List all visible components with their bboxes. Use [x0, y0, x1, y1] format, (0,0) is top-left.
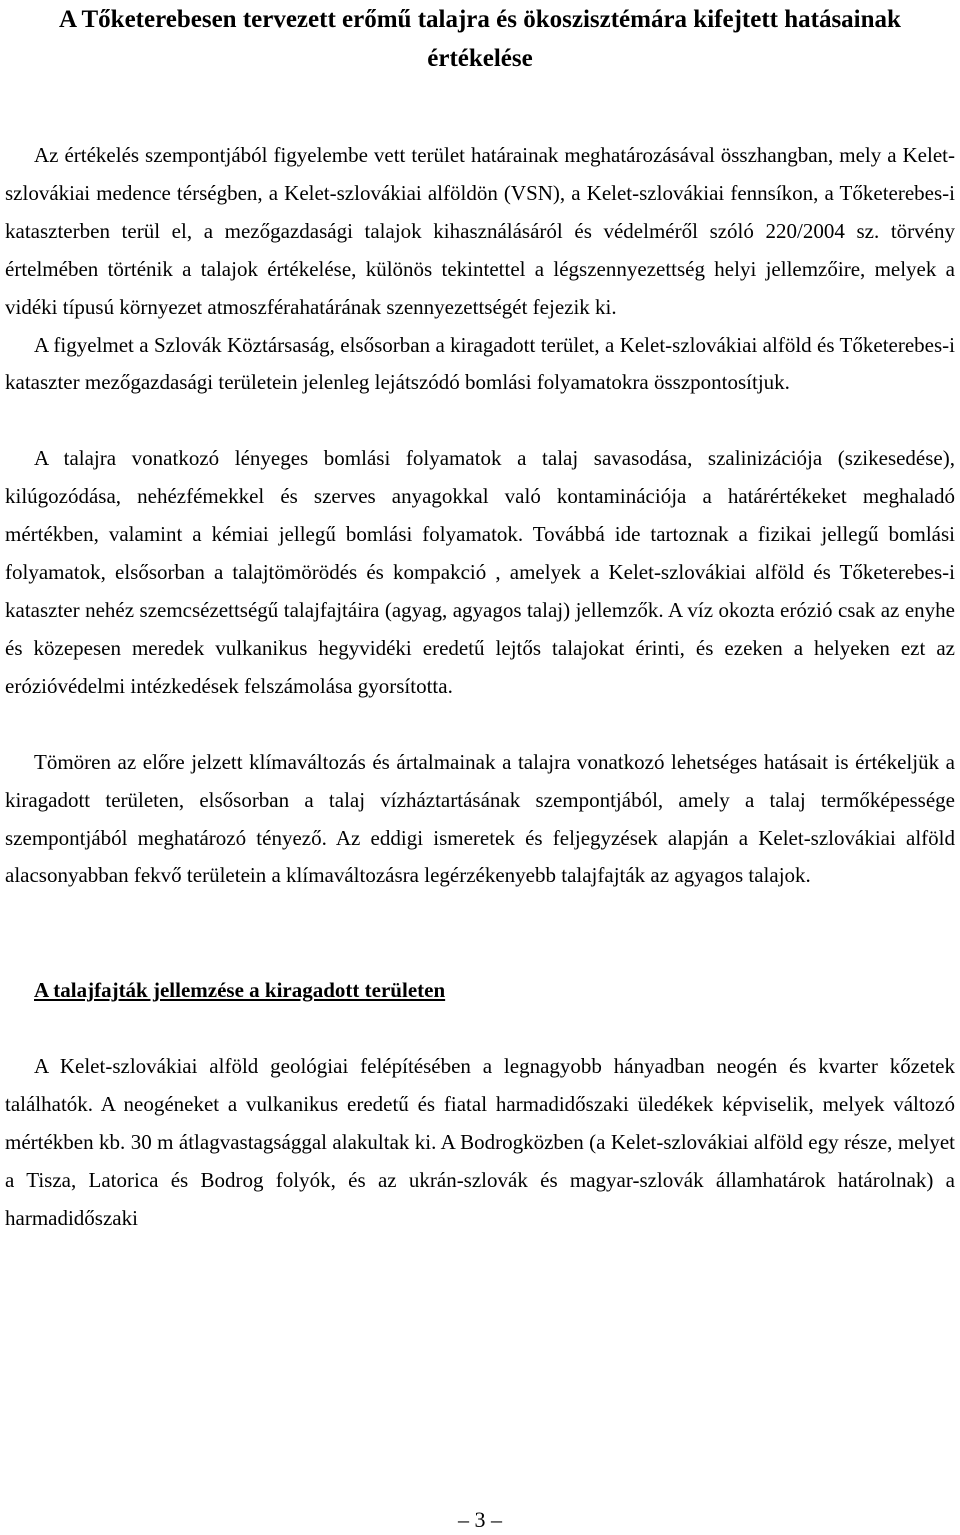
- paragraph-degradation: A talajra vonatkozó lényeges bomlási folyamatok a talaj savasodása, szalinizációja (szikesedése), kilúgozódása, nehézfémekkel és szerves anyagokkal való kontaminációja a határértékeket meghaladó mértékben, valamint a kémiai jellegű bomlási folyamatok. Továbbá ide tartoznak a fizikai jellegű bomlási folyamatok, elsősorban a talajtömörödés és kompakció , amelyek a Kelet-szlovákiai alföld és Tőketerebes-i kataszter nehéz szemcsézettségű talajfajtáira (agyag, agyagos talaj) jellemzők. A víz okozta erózió csak az enyhe és közepesen meredek vulkanikus hegyvidéki eredetű lejtős talajokat érinti, és ezeken a helyeken ezt az erózióvédelmi intézkedések felszámolása gyorsította.: [5, 446, 955, 698]
- paragraph-intro: Az értékelés szempontjából figyelembe vett terület határainak meghatározásával összhangban, mely a Kelet-szlovákiai medence térségben, a Kelet-szlovákiai alföldön (VSN), a Kelet-szlovákiai fennsíkon, a Tőketerebes-i kataszterben terül el, a mezőgazdasági talajok kihasználásáról és védelméről szóló 220/2004 sz. törvény értelmében történik a talajok értékelése, különös tekintettel a légszennyezettség helyi jellemzőire, melyek a vidéki típusú környezet atmoszférahatárának szennyezettségét fejezik ki.: [5, 143, 955, 319]
- paragraph-focus: A figyelmet a Szlovák Köztársaság, elsősorban a kiragadott terület, a Kelet-szlovákiai alföld és Tőketerebes-i kataszter mezőgazdasági területein jelenleg lejátszódó bomlási folyamatokra összpontosítjuk.: [5, 332, 955, 395]
- section-heading: A talajfajták jellemzése a kiragadott területen: [34, 978, 446, 1003]
- page-number: – 3 –: [458, 1507, 502, 1532]
- document-title: A Tőketerebesen tervezett erőmű talajra és ökoszisztémára kifejtett hatásainak értékelése: [59, 6, 901, 72]
- document-page: [5, 0, 955, 1238]
- paragraph-geology: A Kelet-szlovákiai alföld geológiai felépítésében a legnagyobb hányadban neogén és kvarter kőzetek találhatók. A neogéneket a vulkanikus eredetű és fiatal harmadidőszaki üledékek képviselik, melyek változó mértékben kb. 30 m átlagvastagsággal alakultak ki. A Bodrogközben (a Kelet-szlovákiai alföld egy része, melyet a Tisza, Latorica és Bodrog folyók, és az ukrán-szlovák és magyar-szlovák államhatárok határolnak) a harmadidőszaki: [5, 1054, 955, 1230]
- paragraph-climate: Tömören az előre jelzett klímaváltozás és ártalmainak a talajra vonatkozó lehetséges hatásait is értékeljük a kiragadott területen, elsősorban a talaj vízháztartásának szempontjából, amely a talaj termőképessége szempontjából meghatározó tényező. Az eddigi ismeretek és feljegyzések alapján a Kelet-szlovákiai alföld alacsonyabban fekvő területein a klímaváltozásra legérzékenyebb talajfajták az agyagos talajok.: [5, 749, 955, 888]
